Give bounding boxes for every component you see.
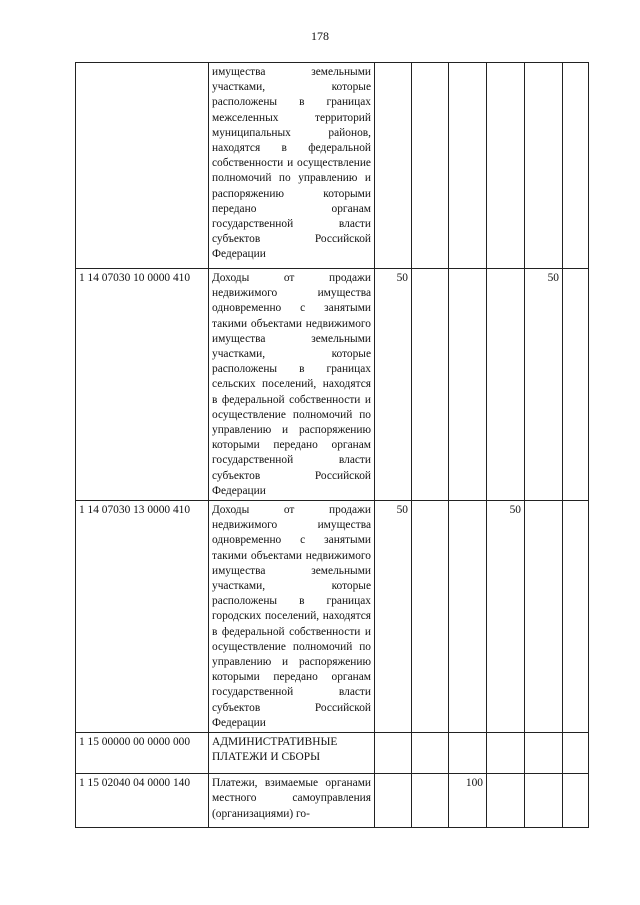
value-col-4 (487, 733, 525, 774)
classification-code: 1 14 07030 13 0000 410 (76, 501, 209, 733)
value-col-6 (563, 269, 589, 501)
classification-code: 1 14 07030 10 0000 410 (76, 269, 209, 501)
table-row (76, 63, 589, 269)
revenue-description: Доходы от продажи недвижимого имущества одновременно с занятыми такими объектами недвижимого имущества земельными участками, которые расположены в границах городских поселений, находятся в федеральной собственности и осуществление полномочий по управлению и распоряжению которыми передано органам государственной власти субъектов Российской Федерации (209, 501, 375, 733)
table-row (76, 774, 589, 828)
value-col-5 (525, 501, 563, 733)
value-col-2 (412, 733, 449, 774)
value-col-5: 50 (525, 269, 563, 501)
page-number: 178 (311, 29, 329, 43)
value-col-4 (487, 63, 525, 269)
value-col-1: 50 (375, 269, 412, 501)
revenue-description: имущества земельными участками, которые расположены в границах межселенных территорий муниципальных районов, находятся в федеральной собственности и осуществление полномочий по управлению и распоряжению которыми передано органам государственной власти субъектов Российской Федерации (209, 63, 375, 269)
revenue-table (75, 62, 589, 828)
value-col-2 (412, 269, 449, 501)
table-row (76, 501, 589, 733)
value-col-5 (525, 774, 563, 828)
value-col-5 (525, 63, 563, 269)
value-col-6 (563, 63, 589, 269)
value-col-5 (525, 733, 563, 774)
value-col-6 (563, 501, 589, 733)
revenue-description: АДМИНИСТРАТИВНЫЕ ПЛАТЕЖИ И СБОРЫ (209, 733, 375, 774)
value-col-6 (563, 733, 589, 774)
table-row (76, 269, 589, 501)
value-col-1 (375, 63, 412, 269)
revenue-description: Платежи, взимаемые органами местного самоуправления (организациями) го- (209, 774, 375, 828)
classification-code: 1 15 02040 04 0000 140 (76, 774, 209, 828)
value-col-3 (449, 733, 487, 774)
value-col-1 (375, 733, 412, 774)
value-col-3: 100 (449, 774, 487, 828)
value-col-1 (375, 774, 412, 828)
value-col-3 (449, 501, 487, 733)
value-col-1: 50 (375, 501, 412, 733)
value-col-3 (449, 269, 487, 501)
value-col-6 (563, 774, 589, 828)
revenue-description: Доходы от продажи недвижимого имущества одновременно с занятыми такими объектами недвижимого имущества земельными участками, которые расположены в границах сельских поселений, находятся в федеральной собственности и осуществление полномочий по управлению и распоряжению которыми передано органам государственной власти субъектов Российской Федерации (209, 269, 375, 501)
classification-code (76, 63, 209, 269)
value-col-4: 50 (487, 501, 525, 733)
table-row (76, 733, 589, 774)
value-col-2 (412, 774, 449, 828)
value-col-3 (449, 63, 487, 269)
value-col-2 (412, 63, 449, 269)
value-col-2 (412, 501, 449, 733)
value-col-4 (487, 269, 525, 501)
value-col-4 (487, 774, 525, 828)
classification-code: 1 15 00000 00 0000 000 (76, 733, 209, 774)
